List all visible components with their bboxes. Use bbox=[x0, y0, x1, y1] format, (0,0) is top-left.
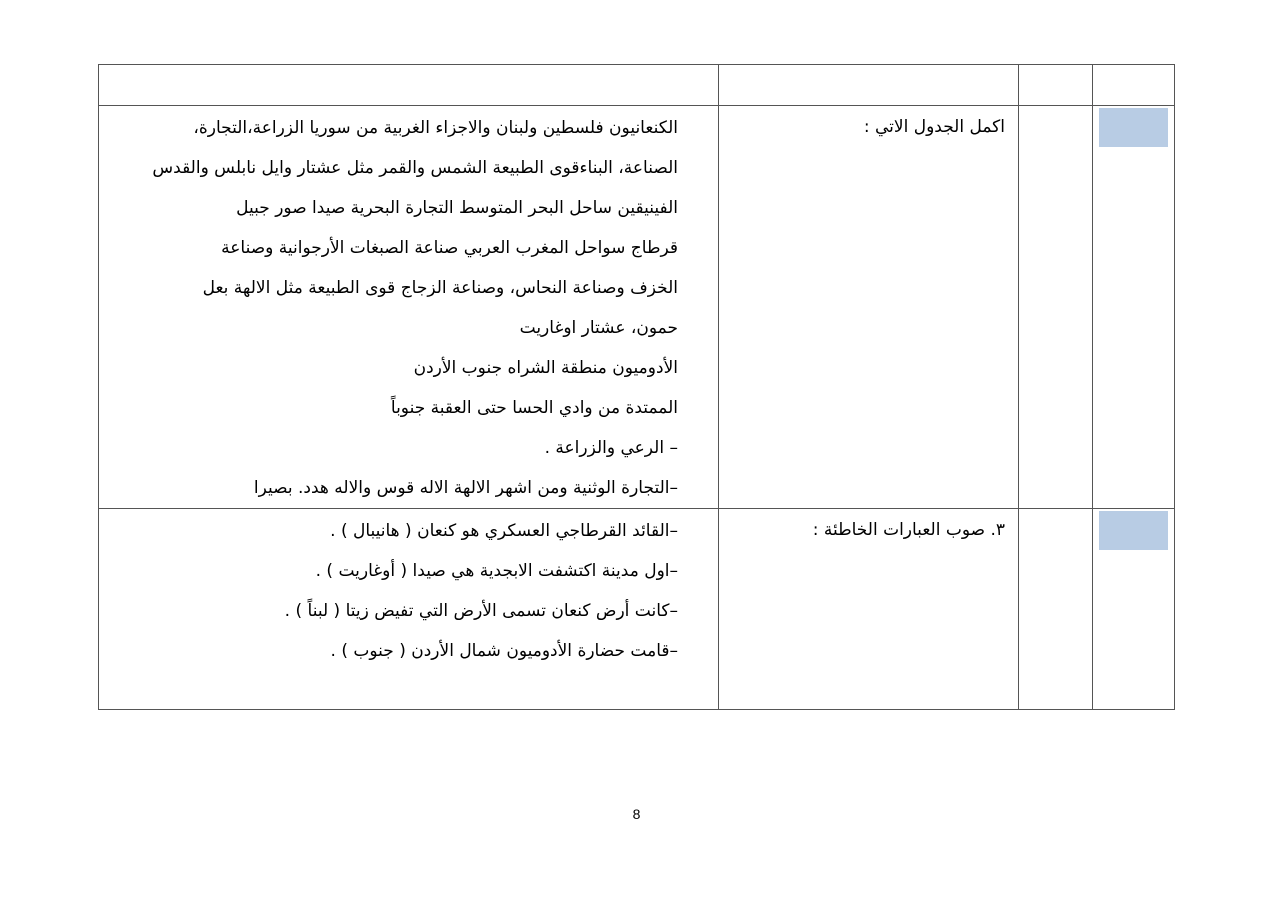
question-text: ٣. صوب العبارات الخاطئة : bbox=[812, 520, 1005, 540]
answer-line: –كانت أرض كنعان تسمى الأرض التي تفيض زيتا ( لبناً ) . bbox=[284, 601, 678, 621]
answer-line: –القائد القرطاجي العسكري هو كنعان ( هانيبال ) . bbox=[330, 521, 678, 541]
blank-cell bbox=[1019, 65, 1093, 106]
shaded-marker bbox=[1099, 108, 1168, 147]
answer-line: حمون، عشتار اوغاريت bbox=[519, 318, 678, 338]
shaded-marker bbox=[1099, 511, 1168, 550]
question-text: اكمل الجدول الاتي : bbox=[863, 117, 1005, 137]
worksheet-table bbox=[98, 64, 1175, 710]
blank-cell bbox=[1019, 106, 1093, 509]
answer-line: – الرعي والزراعة . bbox=[544, 438, 678, 458]
number-cell bbox=[1093, 106, 1175, 509]
number-cell bbox=[1093, 509, 1175, 710]
table-row bbox=[99, 65, 1175, 106]
question-cell bbox=[719, 509, 1019, 710]
table-row bbox=[99, 509, 1175, 710]
answer-cell bbox=[99, 106, 719, 509]
question-cell bbox=[719, 106, 1019, 509]
question-cell bbox=[719, 65, 1019, 106]
answer-line: الممتدة من وادي الحسا حتى العقبة جنوباً bbox=[390, 398, 678, 418]
number-cell bbox=[1093, 65, 1175, 106]
answer-text bbox=[99, 509, 718, 671]
blank-cell bbox=[1019, 509, 1093, 710]
answer-line: –قامت حضارة الأدوميون شمال الأردن ( جنوب ) . bbox=[330, 641, 678, 661]
answer-line: الصناعة، البناءقوى الطبيعة الشمس والقمر مثل عشتار وايل نابلس والقدس bbox=[152, 158, 678, 178]
answer-line: الفينيقين ساحل البحر المتوسط التجارة البحرية صيدا صور جبيل bbox=[236, 198, 678, 218]
answer-line: –التجارة الوثنية ومن اشهر الالهة الاله قوس والاله هدد. بصيرا bbox=[253, 478, 678, 498]
answer-line: –اول مدينة اكتشفت الابجدية هي صيدا ( أوغاريت ) . bbox=[315, 561, 678, 581]
table-row bbox=[99, 106, 1175, 509]
answer-text bbox=[99, 106, 718, 508]
answer-line: الخزف وصناعة النحاس، وصناعة الزجاج قوى الطبيعة مثل الالهة بعل bbox=[202, 278, 678, 298]
page-number: 8 bbox=[632, 806, 641, 822]
answer-cell bbox=[99, 509, 719, 710]
answer-line: قرطاج سواحل المغرب العربي صناعة الصبغات الأرجوانية وصناعة bbox=[221, 238, 678, 258]
answer-line: الكنعانيون فلسطين ولبنان والاجزاء الغربية من سوريا الزراعة،التجارة، bbox=[193, 118, 678, 138]
answer-line: الأدوميون منطقة الشراه جنوب الأردن bbox=[413, 358, 678, 378]
answer-cell bbox=[99, 65, 719, 106]
